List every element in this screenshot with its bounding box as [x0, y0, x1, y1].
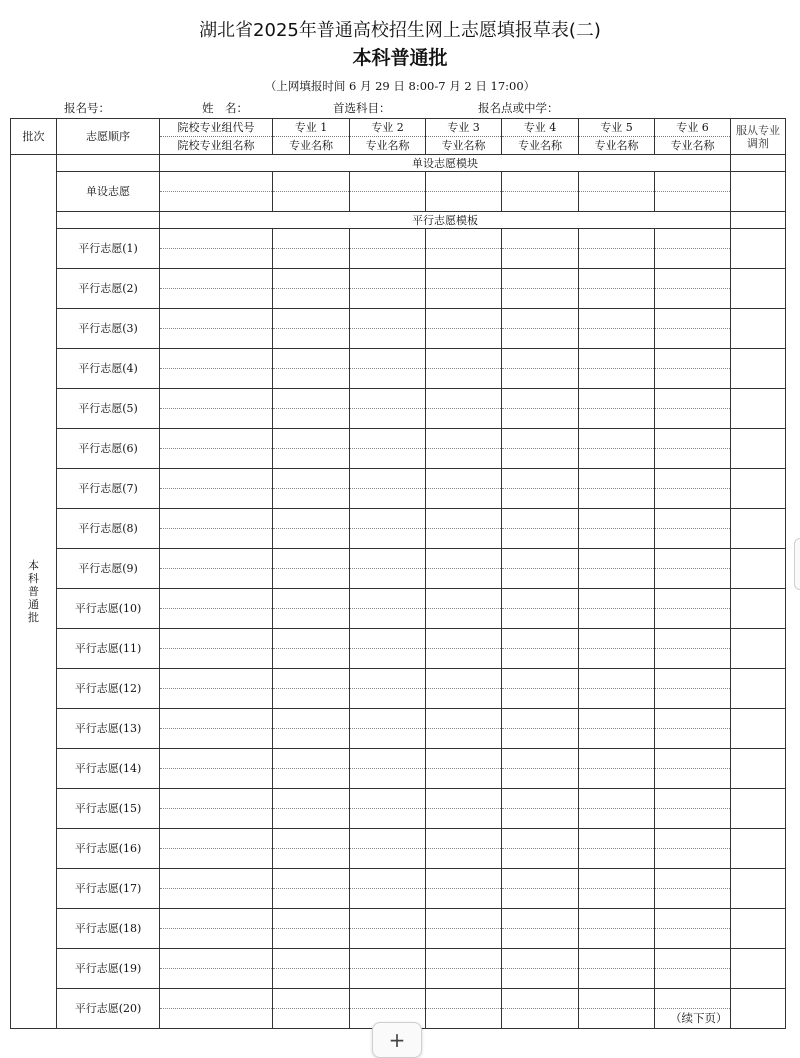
entry-cell[interactable]	[160, 309, 273, 349]
entry-cell[interactable]	[426, 269, 502, 309]
entry-cell[interactable]	[426, 629, 502, 669]
parallel-section-label: 平行志愿模板	[160, 212, 731, 229]
parallel-wish-row	[11, 869, 786, 909]
entry-cell[interactable]	[655, 669, 731, 709]
entry-cell[interactable]	[160, 469, 273, 509]
major-2-header: 专业 2	[350, 119, 426, 137]
single-section-row	[11, 155, 786, 172]
entry-cell[interactable]	[350, 229, 426, 269]
adjust-cell[interactable]	[731, 389, 786, 429]
batch-char: 通	[28, 598, 39, 611]
entry-cell[interactable]	[426, 389, 502, 429]
applicant-info	[0, 100, 800, 116]
continue-note: （续下页）	[670, 1011, 728, 1025]
entry-cell[interactable]	[160, 829, 273, 869]
entry-cell[interactable]	[350, 709, 426, 749]
entry-cell[interactable]	[502, 429, 579, 469]
entry-cell[interactable]	[502, 949, 579, 989]
entry-cell[interactable]	[160, 549, 273, 589]
parallel-wish-row	[11, 549, 786, 589]
wish-label: 平行志愿(2)	[57, 269, 160, 309]
adjust-cell[interactable]	[731, 669, 786, 709]
entry-cell[interactable]	[160, 509, 273, 549]
entry-cell[interactable]	[502, 789, 579, 829]
entry-cell[interactable]	[160, 989, 273, 1029]
entry-cell[interactable]	[579, 172, 655, 212]
wish-label: 平行志愿(9)	[57, 549, 160, 589]
entry-cell[interactable]	[655, 789, 731, 829]
entry-cell[interactable]	[502, 749, 579, 789]
parallel-wish-row	[11, 309, 786, 349]
entry-cell[interactable]	[579, 269, 655, 309]
parallel-wish-row	[11, 709, 786, 749]
adjust-cell[interactable]	[731, 172, 786, 212]
entry-cell[interactable]	[350, 549, 426, 589]
wish-label: 平行志愿(1)	[57, 229, 160, 269]
entry-cell[interactable]	[350, 469, 426, 509]
entry-cell[interactable]	[502, 469, 579, 509]
name-label: 姓 名：	[202, 101, 248, 115]
entry-cell[interactable]	[655, 309, 731, 349]
parallel-wish-row	[11, 269, 786, 309]
entry-cell[interactable]	[579, 709, 655, 749]
parallel-wish-row	[11, 789, 786, 829]
entry-cell[interactable]	[350, 829, 426, 869]
entry-cell[interactable]	[426, 549, 502, 589]
parallel-wish-row	[11, 949, 786, 989]
volunteer-form-table	[10, 118, 786, 1029]
entry-cell[interactable]	[350, 749, 426, 789]
major-name-header: 专业名称	[579, 137, 655, 155]
entry-cell[interactable]	[426, 172, 502, 212]
entry-cell[interactable]	[273, 509, 350, 549]
entry-cell[interactable]	[426, 829, 502, 869]
wish-label: 平行志愿(5)	[57, 389, 160, 429]
entry-cell[interactable]	[655, 389, 731, 429]
parallel-wish-row	[11, 429, 786, 469]
parallel-wish-row	[11, 909, 786, 949]
group-code-header: 院校专业组代号	[160, 119, 273, 137]
entry-cell[interactable]	[160, 589, 273, 629]
entry-cell[interactable]	[655, 172, 731, 212]
entry-cell[interactable]	[655, 269, 731, 309]
wish-label: 平行志愿(13)	[57, 709, 160, 749]
entry-cell[interactable]	[350, 589, 426, 629]
wish-label: 平行志愿(17)	[57, 869, 160, 909]
entry-cell[interactable]	[273, 229, 350, 269]
entry-cell[interactable]	[273, 469, 350, 509]
wish-label: 平行志愿(12)	[57, 669, 160, 709]
entry-cell[interactable]	[426, 509, 502, 549]
entry-cell[interactable]	[426, 949, 502, 989]
order-header: 志愿顺序	[57, 119, 160, 155]
subject-label: 首选科目：	[333, 101, 391, 115]
entry-cell[interactable]	[426, 749, 502, 789]
entry-cell[interactable]	[273, 909, 350, 949]
entry-cell[interactable]	[502, 509, 579, 549]
parallel-section-row	[11, 212, 786, 229]
wish-label: 平行志愿(11)	[57, 629, 160, 669]
batch-name-cell	[11, 155, 57, 1029]
form-title: 湖北省2025年普通高校招生网上志愿填报草表(二)	[199, 20, 601, 41]
group-name-header: 院校专业组名称	[160, 137, 273, 155]
entry-cell[interactable]	[502, 709, 579, 749]
entry-cell[interactable]	[502, 909, 579, 949]
entry-cell[interactable]	[655, 549, 731, 589]
adjust-cell[interactable]	[731, 589, 786, 629]
wish-label: 平行志愿(6)	[57, 429, 160, 469]
entry-cell[interactable]	[655, 469, 731, 509]
entry-cell[interactable]	[579, 909, 655, 949]
entry-cell[interactable]	[273, 789, 350, 829]
school-label: 报名点或中学：	[478, 101, 559, 115]
entry-cell[interactable]	[273, 989, 350, 1029]
entry-cell[interactable]	[579, 789, 655, 829]
entry-cell[interactable]	[579, 469, 655, 509]
adjust-cell[interactable]	[731, 509, 786, 549]
wish-label: 平行志愿(19)	[57, 949, 160, 989]
parallel-wish-row	[11, 629, 786, 669]
parallel-wish-row	[11, 469, 786, 509]
wish-label: 平行志愿(18)	[57, 909, 160, 949]
entry-cell[interactable]	[160, 389, 273, 429]
entry-cell[interactable]	[273, 172, 350, 212]
entry-cell[interactable]	[350, 869, 426, 909]
entry-cell[interactable]	[160, 269, 273, 309]
entry-cell[interactable]	[160, 789, 273, 829]
major-5-header: 专业 5	[579, 119, 655, 137]
entry-cell[interactable]	[426, 789, 502, 829]
entry-cell[interactable]	[655, 429, 731, 469]
entry-cell[interactable]	[502, 669, 579, 709]
entry-cell[interactable]	[273, 949, 350, 989]
adjust-cell[interactable]	[731, 549, 786, 589]
adjust-cell[interactable]	[731, 949, 786, 989]
entry-cell[interactable]	[273, 669, 350, 709]
filing-time: （上网填报时间 6 月 29 日 8:00-7 月 2 日 17:00）	[264, 79, 536, 93]
entry-cell[interactable]	[273, 629, 350, 669]
entry-cell[interactable]	[350, 269, 426, 309]
entry-cell[interactable]	[426, 429, 502, 469]
adjust-cell[interactable]	[731, 709, 786, 749]
wish-label: 平行志愿(3)	[57, 309, 160, 349]
adjust-cell[interactable]	[731, 629, 786, 669]
entry-cell[interactable]	[655, 949, 731, 989]
adjust-cell[interactable]	[731, 789, 786, 829]
entry-cell[interactable]	[579, 309, 655, 349]
entry-cell[interactable]	[655, 229, 731, 269]
entry-cell[interactable]	[160, 669, 273, 709]
single-wish-row	[11, 172, 786, 212]
entry-cell[interactable]	[160, 349, 273, 389]
adjust-cell[interactable]	[731, 989, 786, 1029]
parallel-wish-row	[11, 669, 786, 709]
major-3-header: 专业 3	[426, 119, 502, 137]
adjust-cell[interactable]	[731, 229, 786, 269]
adjust-cell[interactable]	[731, 869, 786, 909]
single-section-label: 单设志愿模块	[160, 155, 731, 172]
entry-cell[interactable]	[273, 269, 350, 309]
entry-cell[interactable]	[502, 869, 579, 909]
major-1-header: 专业 1	[273, 119, 350, 137]
entry-cell[interactable]	[655, 509, 731, 549]
entry-cell[interactable]	[655, 349, 731, 389]
entry-cell[interactable]	[502, 589, 579, 629]
entry-cell[interactable]	[160, 909, 273, 949]
entry-cell[interactable]	[160, 709, 273, 749]
entry-cell[interactable]	[502, 269, 579, 309]
entry-cell[interactable]	[426, 909, 502, 949]
entry-cell[interactable]	[579, 509, 655, 549]
entry-cell[interactable]	[350, 429, 426, 469]
entry-cell[interactable]	[273, 829, 350, 869]
batch-char: 批	[28, 611, 39, 624]
entry-cell[interactable]	[426, 469, 502, 509]
adjust-cell[interactable]	[731, 269, 786, 309]
major-name-header: 专业名称	[273, 137, 350, 155]
entry-cell[interactable]	[579, 989, 655, 1029]
wish-label: 平行志愿(7)	[57, 469, 160, 509]
entry-cell[interactable]	[655, 589, 731, 629]
entry-cell[interactable]	[502, 629, 579, 669]
entry-cell[interactable]	[426, 669, 502, 709]
major-name-header: 专业名称	[426, 137, 502, 155]
entry-cell[interactable]	[160, 172, 273, 212]
entry-cell[interactable]	[502, 349, 579, 389]
entry-cell[interactable]	[273, 309, 350, 349]
entry-cell[interactable]	[655, 629, 731, 669]
adjust-cell[interactable]	[731, 429, 786, 469]
entry-cell[interactable]	[426, 869, 502, 909]
entry-cell[interactable]	[160, 749, 273, 789]
entry-cell[interactable]	[579, 829, 655, 869]
adjust-header: 服从专业调剂	[731, 119, 786, 155]
entry-cell[interactable]	[579, 749, 655, 789]
side-scroll-tab[interactable]	[794, 538, 800, 590]
entry-cell[interactable]	[273, 749, 350, 789]
wish-label: 平行志愿(14)	[57, 749, 160, 789]
entry-cell[interactable]	[273, 869, 350, 909]
parallel-wish-row	[11, 509, 786, 549]
entry-cell[interactable]	[160, 869, 273, 909]
entry-cell[interactable]	[350, 949, 426, 989]
entry-cell[interactable]	[350, 509, 426, 549]
entry-cell[interactable]	[502, 829, 579, 869]
entry-cell[interactable]	[579, 949, 655, 989]
wish-label: 单设志愿	[57, 172, 160, 212]
parallel-wish-row	[11, 829, 786, 869]
entry-cell[interactable]	[273, 429, 350, 469]
reg-no-label: 报名号：	[64, 101, 110, 115]
wish-label: 平行志愿(20)	[57, 989, 160, 1029]
adjust-cell[interactable]	[731, 909, 786, 949]
entry-cell[interactable]	[426, 229, 502, 269]
entry-cell[interactable]	[579, 349, 655, 389]
entry-cell[interactable]	[502, 389, 579, 429]
entry-cell[interactable]	[502, 172, 579, 212]
adjust-cell[interactable]	[731, 309, 786, 349]
entry-cell[interactable]	[426, 989, 502, 1029]
adjust-cell[interactable]	[731, 469, 786, 509]
entry-cell[interactable]	[655, 909, 731, 949]
entry-cell[interactable]	[273, 589, 350, 629]
entry-cell[interactable]	[502, 229, 579, 269]
major-name-header: 专业名称	[350, 137, 426, 155]
wish-label: 平行志愿(4)	[57, 349, 160, 389]
entry-cell[interactable]	[273, 549, 350, 589]
major-name-header: 专业名称	[655, 137, 731, 155]
parallel-wish-row	[11, 389, 786, 429]
entry-cell[interactable]	[350, 389, 426, 429]
entry-cell[interactable]	[579, 229, 655, 269]
entry-cell[interactable]	[160, 629, 273, 669]
entry-cell[interactable]	[655, 709, 731, 749]
batch-char: 本	[28, 559, 39, 572]
entry-cell[interactable]	[579, 549, 655, 589]
entry-cell[interactable]	[160, 229, 273, 269]
entry-cell[interactable]	[160, 949, 273, 989]
entry-cell[interactable]	[502, 549, 579, 589]
entry-cell[interactable]	[350, 309, 426, 349]
major-4-header: 专业 4	[502, 119, 579, 137]
wish-label: 平行志愿(10)	[57, 589, 160, 629]
entry-cell[interactable]	[426, 589, 502, 629]
entry-cell[interactable]	[350, 629, 426, 669]
entry-cell[interactable]	[579, 389, 655, 429]
add-button[interactable]: +	[372, 1022, 422, 1058]
batch-char: 普	[28, 585, 39, 598]
entry-cell[interactable]	[655, 749, 731, 789]
entry-cell[interactable]	[579, 589, 655, 629]
entry-cell[interactable]	[350, 669, 426, 709]
entry-cell[interactable]	[350, 172, 426, 212]
entry-cell[interactable]	[579, 629, 655, 669]
entry-cell[interactable]	[579, 429, 655, 469]
wish-label: 平行志愿(15)	[57, 789, 160, 829]
wish-label: 平行志愿(8)	[57, 509, 160, 549]
entry-cell[interactable]	[273, 349, 350, 389]
entry-cell[interactable]	[579, 869, 655, 909]
entry-cell[interactable]	[655, 869, 731, 909]
major-name-header: 专业名称	[502, 137, 579, 155]
entry-cell[interactable]	[502, 989, 579, 1029]
entry-cell[interactable]	[160, 429, 273, 469]
entry-cell[interactable]	[350, 789, 426, 829]
header-row-top	[11, 119, 786, 137]
entry-cell[interactable]	[426, 709, 502, 749]
adjust-cell[interactable]	[731, 749, 786, 789]
parallel-wish-row	[11, 229, 786, 269]
parallel-wish-row	[11, 589, 786, 629]
entry-cell[interactable]	[350, 349, 426, 389]
entry-cell[interactable]	[502, 309, 579, 349]
entry-cell[interactable]	[579, 669, 655, 709]
adjust-cell[interactable]	[731, 349, 786, 389]
wish-label: 平行志愿(16)	[57, 829, 160, 869]
entry-cell[interactable]	[273, 389, 350, 429]
entry-cell[interactable]	[426, 309, 502, 349]
form-subtitle: 本科普通批	[352, 47, 448, 69]
parallel-wish-row	[11, 749, 786, 789]
major-6-header: 专业 6	[655, 119, 731, 137]
entry-cell[interactable]	[655, 829, 731, 869]
entry-cell[interactable]	[350, 909, 426, 949]
entry-cell[interactable]	[426, 349, 502, 389]
batch-char: 科	[28, 572, 39, 585]
parallel-wish-row	[11, 349, 786, 389]
entry-cell[interactable]	[273, 709, 350, 749]
batch-header: 批次	[11, 119, 57, 155]
adjust-cell[interactable]	[731, 829, 786, 869]
